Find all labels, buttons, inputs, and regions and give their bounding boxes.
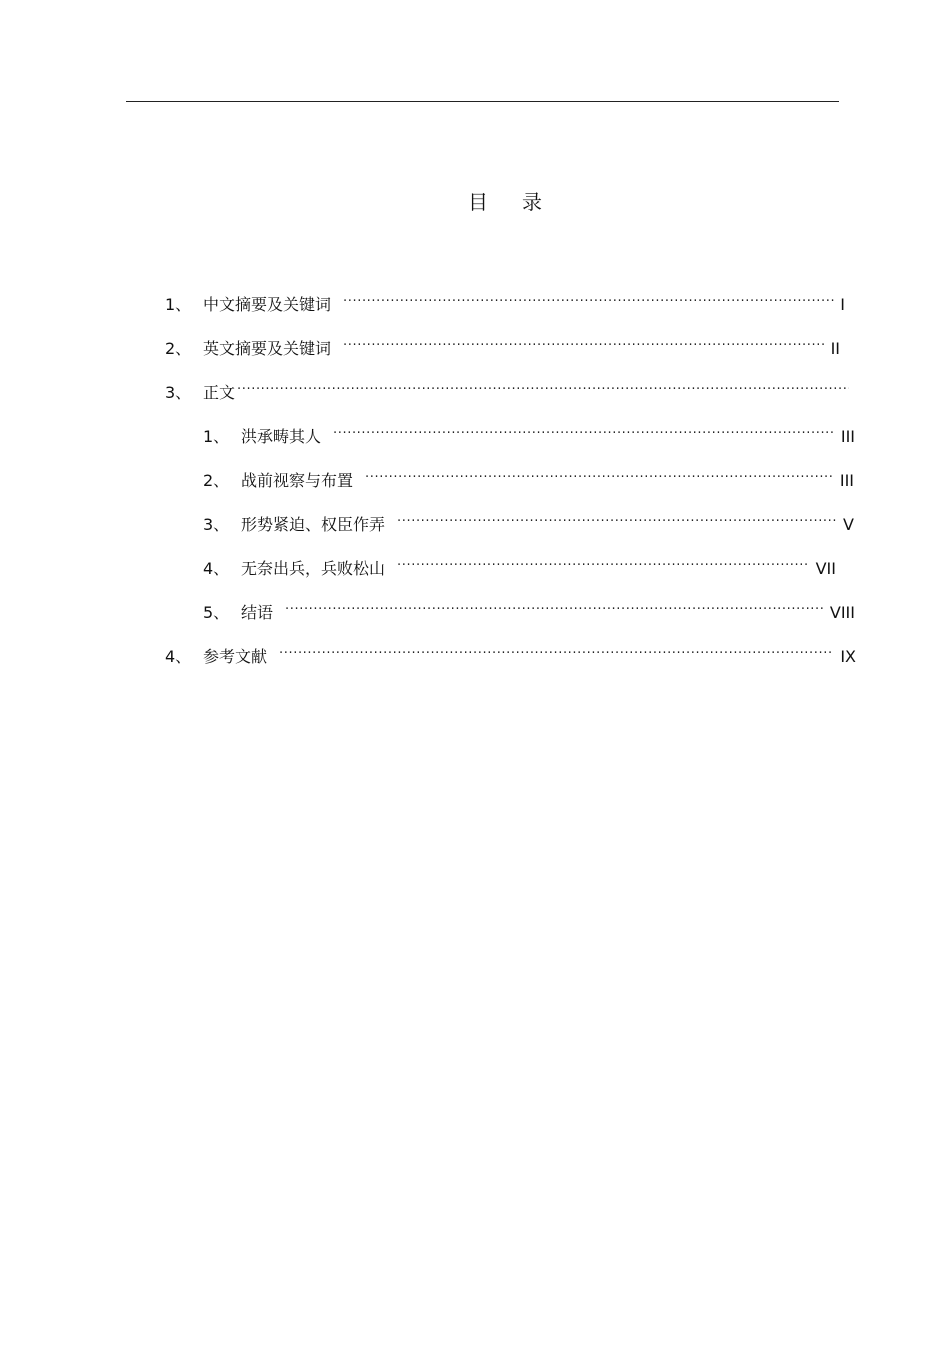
toc-entry-body-3[interactable]	[203, 506, 854, 534]
toc-entry-number: 1、	[165, 295, 192, 314]
toc-entry-body-1[interactable]	[203, 418, 855, 446]
toc-entry-body-2[interactable]	[203, 462, 854, 490]
toc-entry-label: 洪承畴其人	[241, 427, 322, 446]
toc-entry-number: 1、	[203, 427, 230, 446]
toc-dot-leader	[343, 286, 834, 310]
toc-entry-number: 2、	[203, 471, 230, 490]
toc-entry-page: III	[840, 427, 855, 446]
toc-entry-label: 战前视察与布置	[241, 471, 354, 490]
toc-entry-number: 3、	[203, 515, 230, 534]
toc-title-char-1: 目	[468, 190, 488, 214]
toc-entry-label: 形势紧迫、权臣作弄	[241, 515, 386, 534]
toc-entry-abstract-en[interactable]	[165, 330, 840, 358]
toc-entry-page: I	[840, 295, 845, 314]
toc-entry-number: 5、	[203, 603, 230, 622]
toc-entry-body-5[interactable]	[203, 594, 855, 622]
toc-dot-leader	[237, 374, 849, 398]
toc-dot-leader	[397, 550, 810, 574]
toc-entry-label: 英文摘要及关键词	[203, 339, 332, 358]
toc-dot-leader	[285, 594, 824, 618]
toc-entry-page: V	[843, 515, 854, 534]
toc-entry-page: VII	[815, 559, 836, 578]
toc-entry-label: 正文	[203, 383, 236, 402]
toc-entry-number: 3、	[165, 383, 192, 402]
toc-entry-abstract-cn[interactable]	[165, 286, 845, 314]
toc-entry-number: 4、	[203, 559, 230, 578]
toc-entry-label: 中文摘要及关键词	[203, 295, 332, 314]
toc-entry-references[interactable]	[165, 638, 856, 666]
toc-dot-leader	[343, 330, 825, 354]
toc-dot-leader	[279, 638, 834, 662]
toc-title-char-2: 录	[522, 190, 542, 214]
toc-entry-page: VIII	[829, 603, 855, 622]
toc-entry-label: 参考文献	[203, 647, 268, 666]
toc-dot-leader	[397, 506, 837, 530]
toc-entry-number: 2、	[165, 339, 192, 358]
toc-entry-number: 4、	[165, 647, 192, 666]
toc-entry-body[interactable]	[165, 374, 855, 402]
toc-entry-label: 无奈出兵，兵败松山	[241, 559, 386, 578]
toc-dot-leader	[333, 418, 835, 442]
toc-entry-body-4[interactable]	[203, 550, 836, 578]
toc-dot-leader	[365, 462, 834, 486]
toc-entry-page: III	[839, 471, 854, 490]
toc-entry-page: IX	[840, 647, 856, 666]
toc-entry-page: II	[830, 339, 840, 358]
toc-entry-label: 结语	[241, 603, 274, 622]
